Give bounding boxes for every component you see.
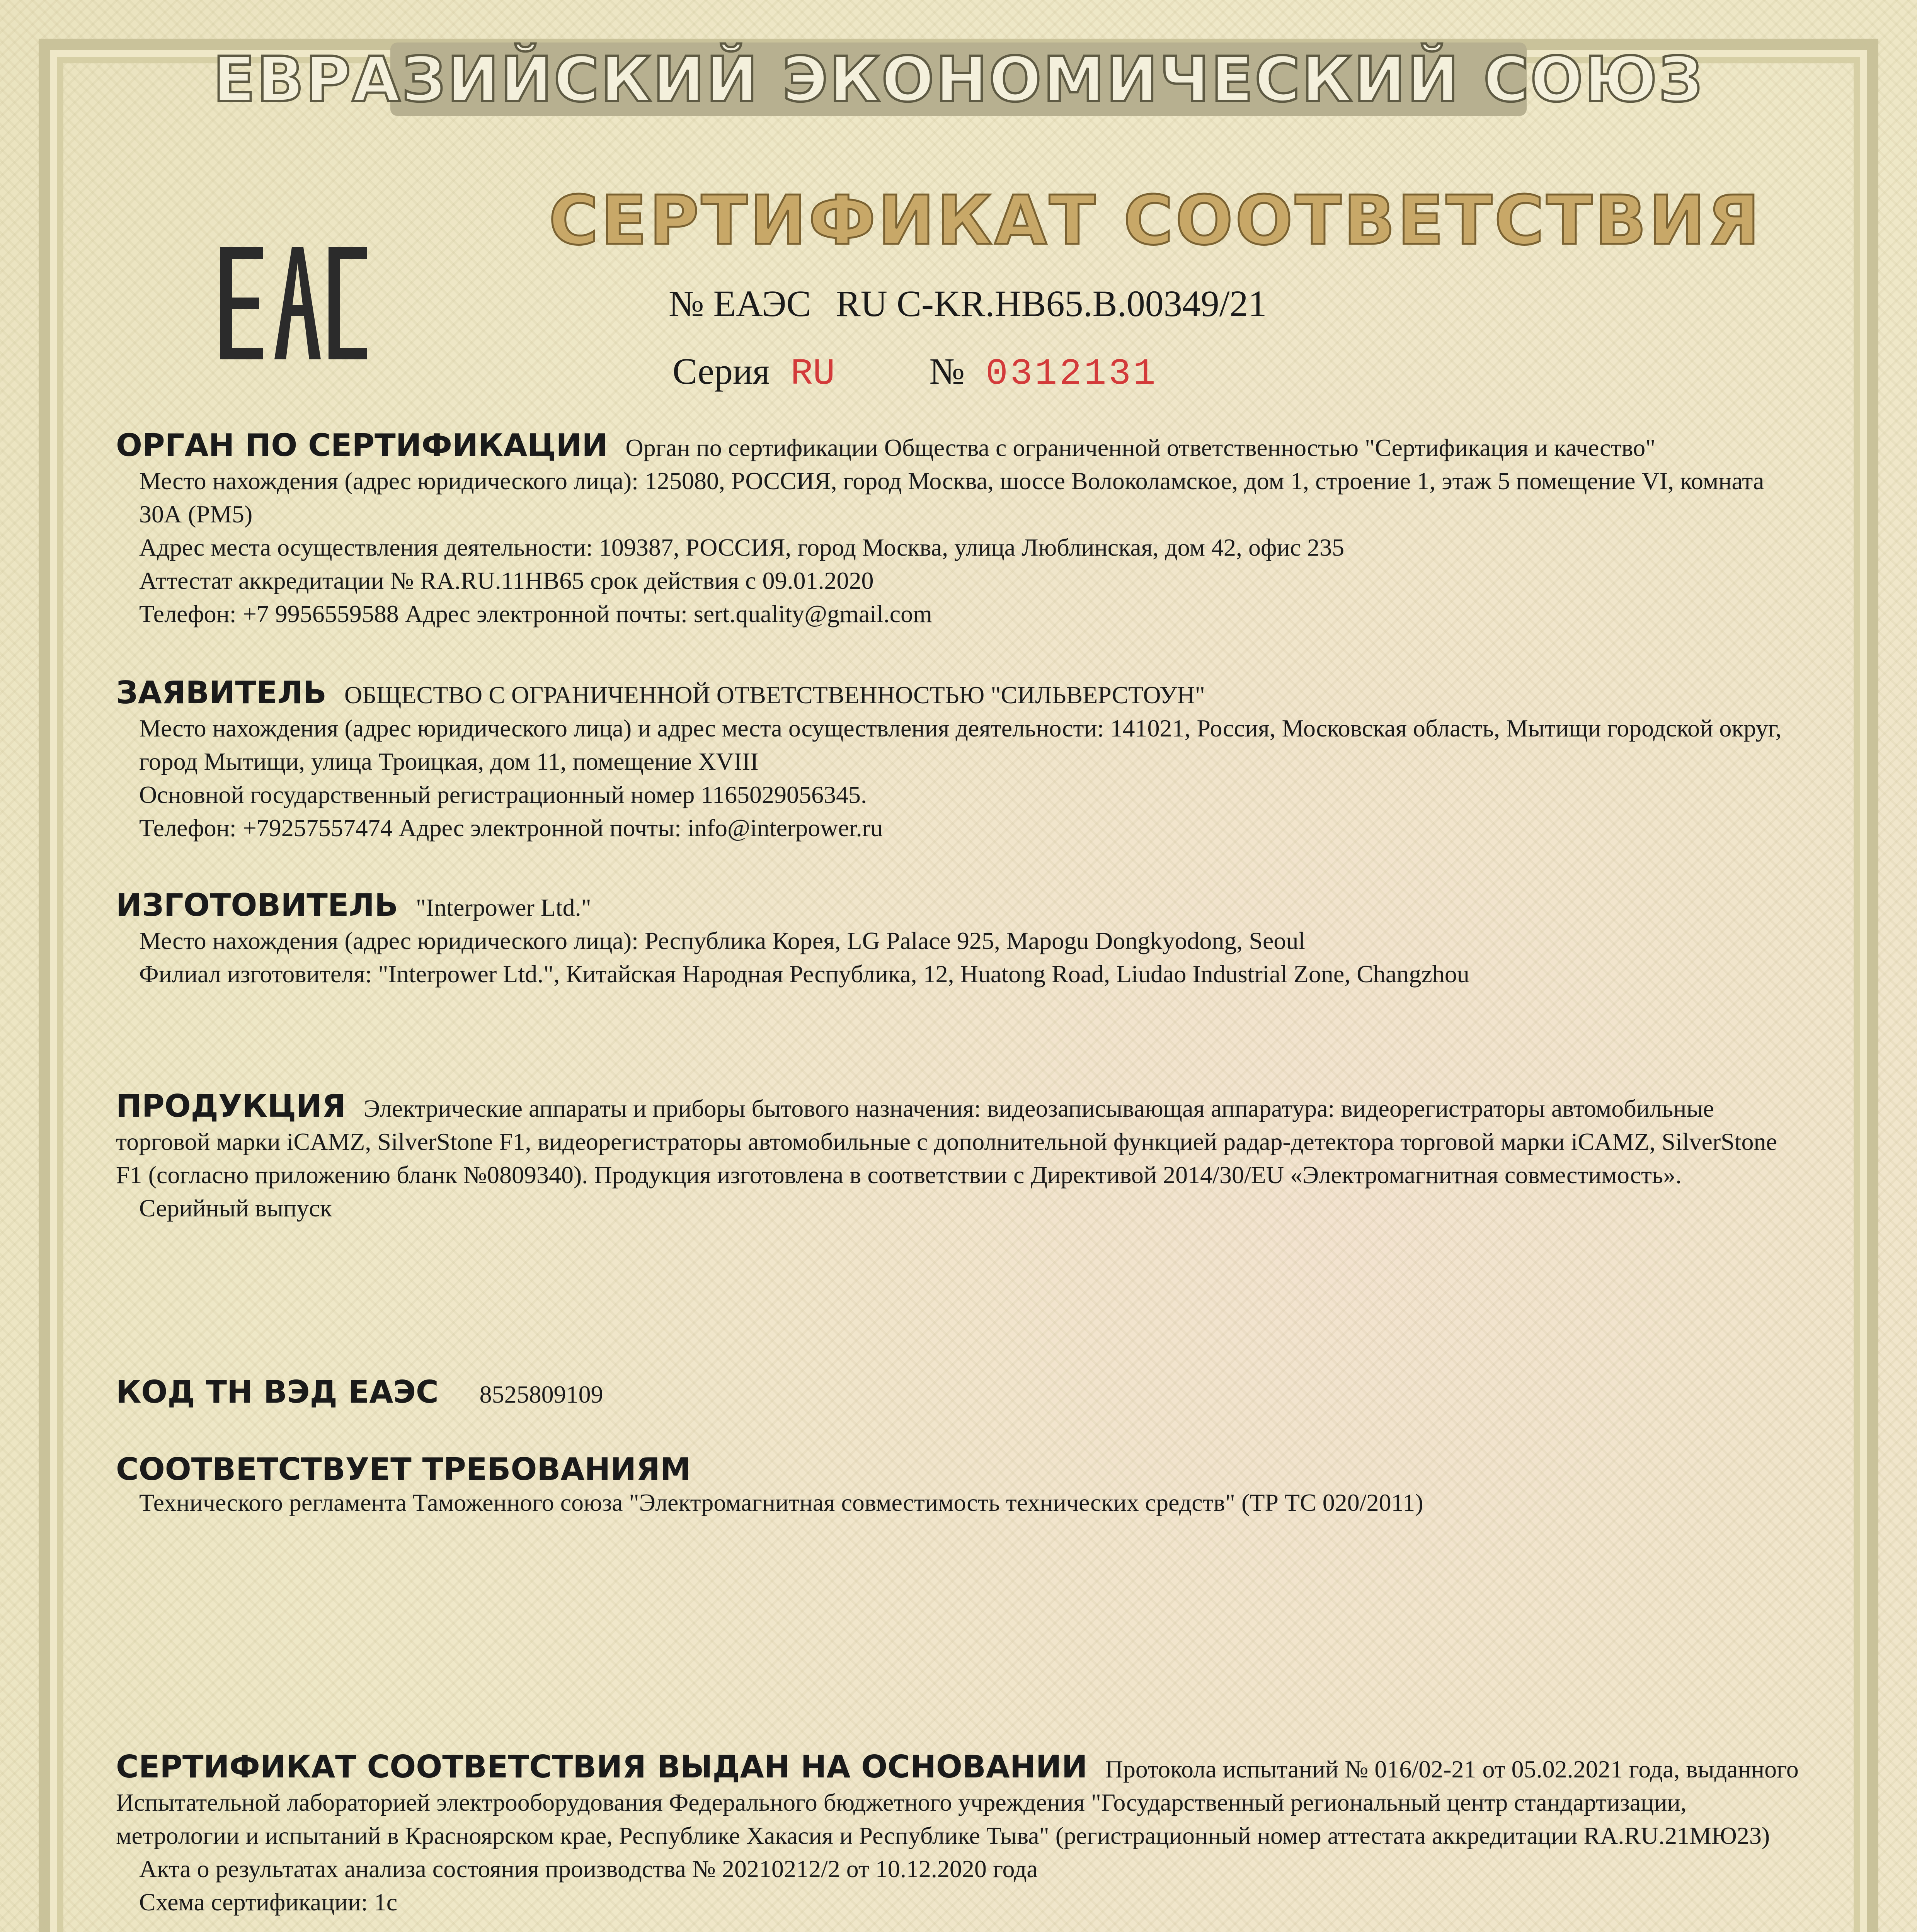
series-no: 0312131	[986, 353, 1158, 395]
number-prefix: № ЕАЭС	[669, 283, 811, 324]
eac-logo-icon	[220, 247, 367, 359]
organ-line: Аттестат аккредитации № RA.RU.11HB65 срок действия с 09.01.2020	[139, 567, 874, 594]
applicant-name: ОБЩЕСТВО С ОГРАНИЧЕННОЙ ОТВЕТСТВЕННОСТЬЮ "СИЛЬВЕРСТОУН"	[344, 681, 1205, 709]
number-value: RU C-KR.HB65.B.00349/21	[836, 283, 1267, 324]
manufacturer-line: Место нахождения (адрес юридического лица): Республика Корея, LG Palace 925, Mapogu Dongkyodong, Seoul	[139, 927, 1306, 954]
basis-line: Акта о результатах анализа состояния производства № 20210212/2 от 10.12.2020 года	[139, 1855, 1038, 1883]
series-label: Серия	[672, 350, 770, 392]
applicant-line: Место нахождения (адрес юридического лица) и адрес места осуществления деятельности: 141021, Россия, Московская область, Мытищи городской округ, город Мытищи, улица Троицкая, дом 11, помещение XVIII	[139, 714, 1782, 775]
organ-label: ОРГАН ПО СЕРТИФИКАЦИИ	[116, 427, 608, 463]
manufacturer-label: ИЗГОТОВИТЕЛЬ	[116, 887, 398, 923]
basis-label: СЕРТИФИКАТ СООТВЕТСТВИЯ ВЫДАН НА ОСНОВАНИИ	[116, 1749, 1088, 1785]
banner-text: ЕВРАЗИЙСКИЙ ЭКОНОМИЧЕСКИЙ СОЮЗ	[213, 43, 1704, 116]
basis-text: Протокола испытаний № 016/02-21 от 05.02.2021 года, выданного Испытательной лабораторией электрооборудования Федерального бюджетного учреждения "Государственный региональный центр стандартизации, метрологии и испытаний в Красноярском крае, Республике Хакасия и Республике Тыва" (регистрационный номер аттестата аккредитации RA.RU.21МЮ23)	[116, 1755, 1799, 1849]
requirements-label: СООТВЕТСТВУЕТ ТРЕБОВАНИЯМ	[116, 1451, 691, 1487]
applicant-label: ЗАЯВИТЕЛЬ	[116, 675, 327, 711]
certificate-number	[669, 282, 1267, 325]
basis-line: Схема сертификации: 1с	[139, 1888, 398, 1916]
requirements-text: Технического регламента Таможенного союза "Электромагнитная совместимость технических средств" (ТР ТС 020/2011)	[139, 1489, 1423, 1516]
organ-line: Адрес места осуществления деятельности: 109387, РОССИЯ, город Москва, улица Люблинская, дом 42, офис 235	[139, 534, 1345, 561]
requirements-section	[116, 1453, 1809, 1519]
product-section	[116, 1090, 1809, 1225]
series-value: RU	[790, 353, 835, 395]
organ-section	[116, 429, 1809, 631]
manufacturer-line: Филиал изготовителя: "Interpower Ltd.", Китайская Народная Республика, 12, Huatong Road, Liudao Industrial Zone, Changzhou	[139, 960, 1469, 988]
manufacturer-section	[116, 889, 1809, 991]
tnved-label: КОД ТН ВЭД ЕАЭС	[116, 1374, 439, 1410]
organ-line: Место нахождения (адрес юридического лица): 125080, РОССИЯ, город Москва, шоссе Волоколамское, дом 1, строение 1, этаж 5 помещение VI, комната 30А (РМ5)	[139, 467, 1764, 528]
applicant-line: Основной государственный регистрационный номер 1165029056345.	[139, 781, 867, 808]
basis-section	[116, 1750, 1809, 1919]
product-label: ПРОДУКЦИЯ	[116, 1088, 346, 1124]
applicant-section	[116, 676, 1809, 845]
series-no-label: №	[929, 350, 965, 392]
certificate-title: СЕРТИФИКАТ СООТВЕТСТВИЯ	[549, 182, 1762, 260]
tnved-section	[116, 1376, 1809, 1411]
header-banner	[213, 43, 1704, 116]
product-text: Электрические аппараты и приборы бытового назначения: видеозаписывающая аппаратура: видеорегистраторы автомобильные торговой марки iCAMZ, SilverStone F1, видеорегистраторы автомобильные с дополнительной функцией радар-детектора торговой марки iCAMZ, SilverStone F1 (согласно приложению бланк №0809340). Продукция изготовлена в соответствии с Директивой 2014/30/EU «Электромагнитная совместимость».	[116, 1095, 1777, 1189]
manufacturer-name: "Interpower Ltd."	[415, 894, 591, 921]
product-serial: Серийный выпуск	[139, 1194, 332, 1222]
applicant-line: Телефон: +79257557474 Адрес электронной почты: info@interpower.ru	[139, 814, 883, 842]
organ-name: Орган по сертификации Общества с ограниченной ответственностью "Сертификация и качество"	[625, 434, 1656, 461]
series-line	[672, 350, 1158, 395]
tnved-value: 8525809109	[479, 1381, 603, 1408]
organ-line: Телефон: +7 9956559588 Адрес электронной почты: sert.quality@gmail.com	[139, 600, 932, 628]
